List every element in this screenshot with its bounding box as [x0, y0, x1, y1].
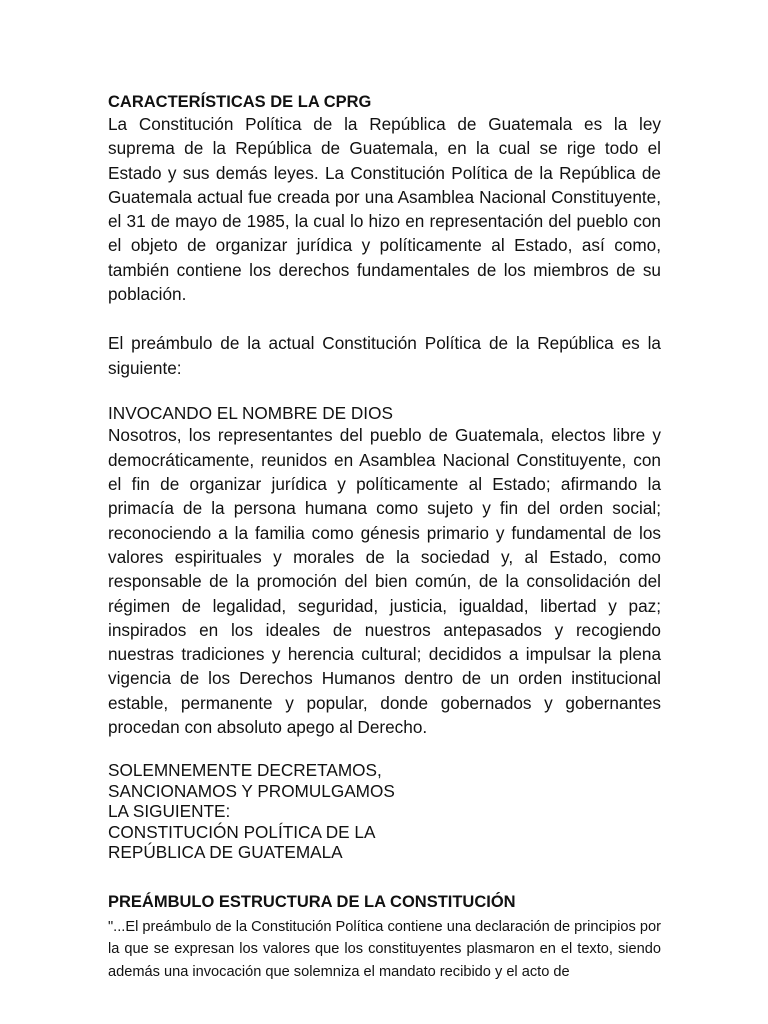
section-heading-caracteristicas: CARACTERÍSTICAS DE LA CPRG: [108, 93, 372, 111]
section-heading-preambulo: PREÁMBULO ESTRUCTURA DE LA CONSTITUCIÓN: [108, 892, 516, 911]
decree-block: [108, 760, 661, 863]
decree-line: CONSTITUCIÓN POLÍTICA DE LA: [108, 821, 376, 842]
preamble-intro-paragraph: El preámbulo de la actual Constitución Política de la República es la siguiente:: [108, 333, 661, 378]
preambulo-paragraph: "...El preámbulo de la Constitución Política contiene una declaración de principios por la que se expresan los valores que los constituyentes plasmaron en el texto, siendo además una invocación que solemniza el mandato recibido y el acto de: [108, 918, 661, 980]
intro-paragraph: La Constitución Política de la República de Guatemala es la ley suprema de la República de Guatemala, en la cual se rige todo el Estado y sus demás leyes. La Constitución Política de la República de Guatemala actual fue creada por una Asamblea Nacional Constituyente, el 31 de mayo de 1985, la cual lo hizo en representación del pueblo con el objeto de organizar jurídica y políticamente al Estado, así como, también contiene los derechos fundamentales de los miembros de su población.: [108, 114, 661, 305]
decree-line: SOLEMNEMENTE DECRETAMOS,: [108, 760, 382, 781]
decree-line: SANCIONAMOS Y PROMULGAMOS: [108, 780, 395, 801]
preamble-text: Nosotros, los representantes del pueblo de Guatemala, electos libre y democráticamente, reunidos en Asamblea Nacional Constituyente, con el fin de organizar jurídica y políticamente al Estado; afirmando la primacía de la persona humana como sujeto y fin del orden social; reconociendo a la familia como génesis primario y fundamental de los valores espirituales y morales de la sociedad y, al Estado, como responsable de la promoción del bien común, de la consolidación del régimen de legalidad, seguridad, justicia, igualdad, libertad y paz; inspirados en los ideales de nuestros antepasados y recogiendo nuestras tradiciones y herencia cultural; decididos a impulsar la plena vigencia de los Derechos Humanos dentro de un orden institucional estable, permanente y popular, donde gobernados y gobernantes procedan con absoluto apego al Derecho.: [108, 425, 661, 738]
preamble-invocation: INVOCANDO EL NOMBRE DE DIOS: [108, 402, 393, 423]
document-page: [108, 92, 661, 983]
decree-line: LA SIGUIENTE:: [108, 801, 231, 822]
decree-line: REPÚBLICA DE GUATEMALA: [108, 842, 343, 863]
